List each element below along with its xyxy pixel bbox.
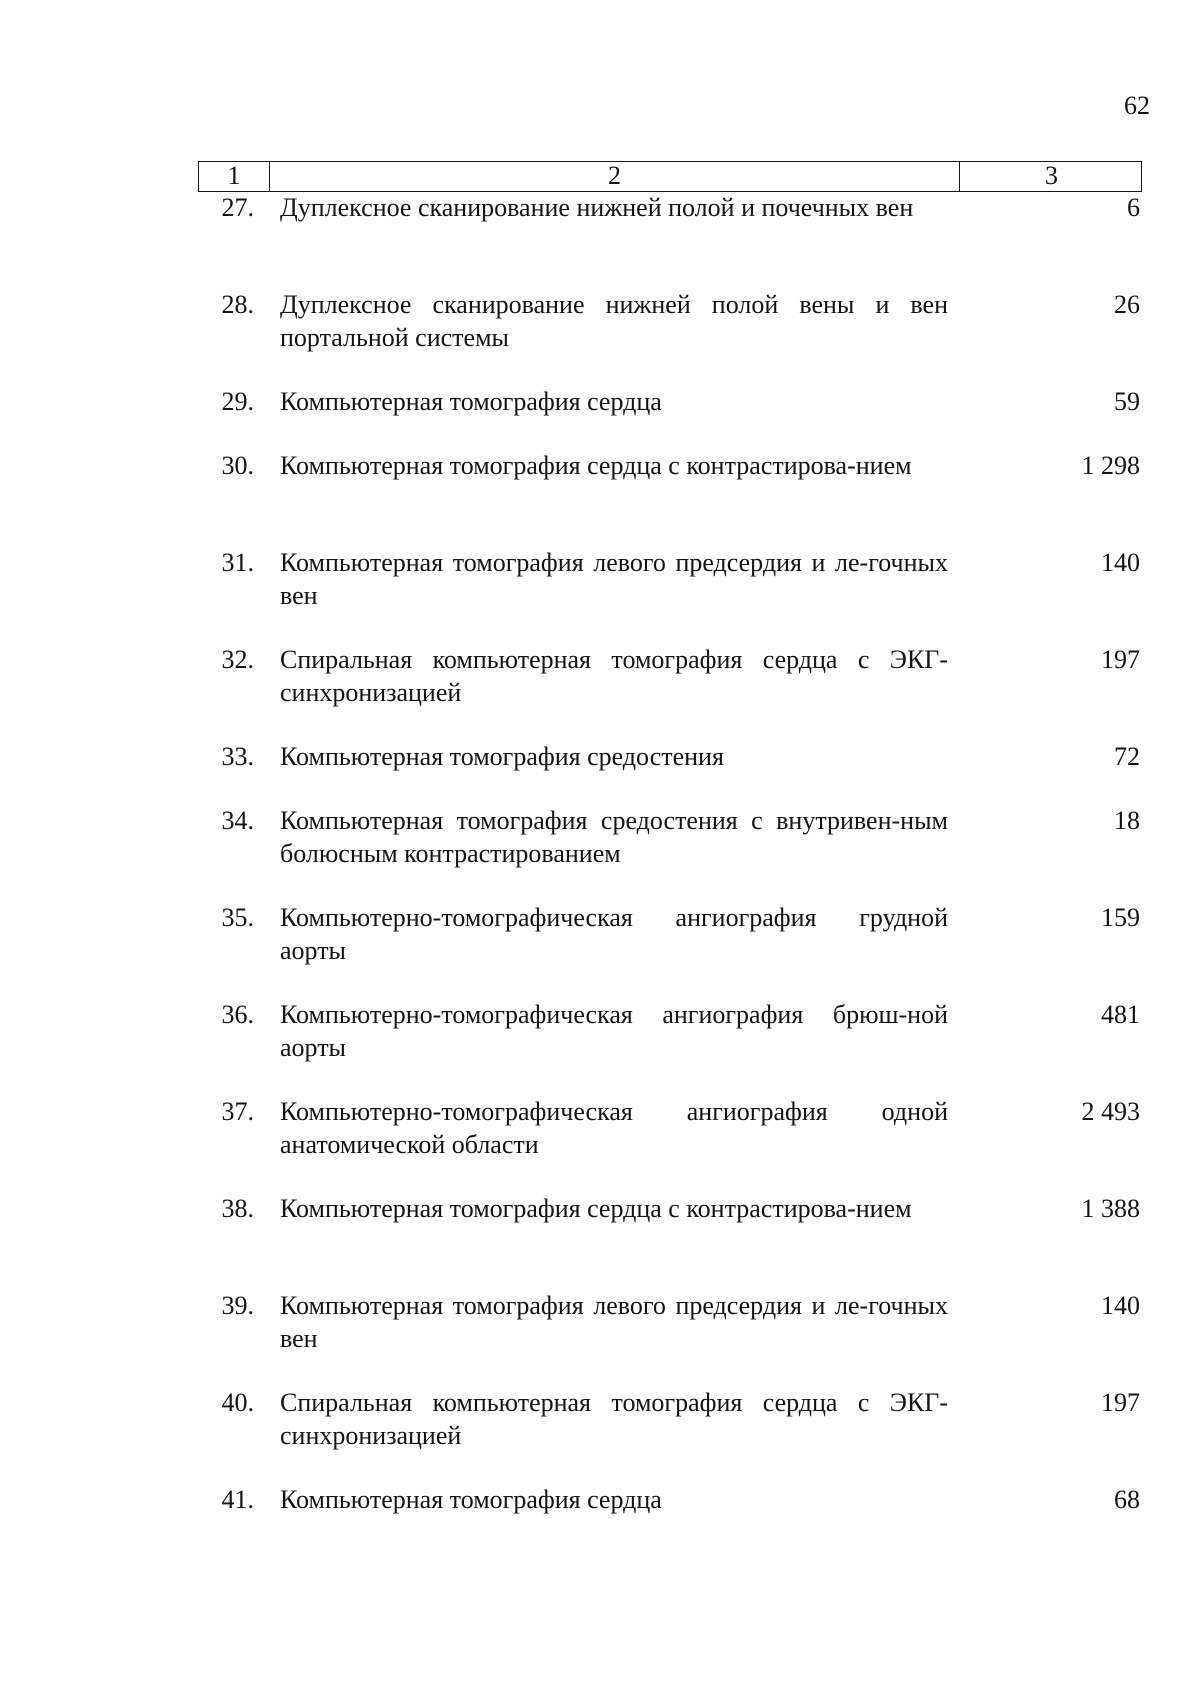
table-body	[198, 191, 1142, 1547]
row-value: 159	[1101, 903, 1140, 932]
row-description: Компьютерная томография сердца с контрастирова-нием	[280, 1194, 912, 1223]
row-value: 197	[1101, 1388, 1140, 1417]
row-value: 72	[1114, 742, 1140, 771]
table-row	[198, 288, 1142, 385]
row-value: 68	[1114, 1485, 1140, 1514]
row-value: 6	[1127, 193, 1140, 222]
table-row	[198, 804, 1142, 901]
row-description: Компьютерная томография сердца	[280, 387, 662, 416]
row-description: Дуплексное сканирование нижней полой и почечных вен	[280, 193, 914, 222]
row-value: 26	[1114, 290, 1140, 319]
page-number: 62	[1124, 91, 1150, 120]
table-row	[198, 998, 1142, 1095]
table-row	[198, 1289, 1142, 1386]
row-number: 40.	[221, 1388, 254, 1417]
row-number: 34.	[221, 806, 254, 835]
row-description: Компьютерная томография средостения	[280, 742, 724, 771]
row-description: Компьютерная томография средостения с внутривен-ным болюсным контрастированием	[280, 806, 948, 868]
row-number: 36.	[221, 1000, 254, 1029]
table-header-row	[198, 161, 1142, 192]
table-row	[198, 1192, 1142, 1289]
row-value: 18	[1114, 806, 1140, 835]
row-value: 140	[1101, 548, 1140, 577]
table-header-cell: 1	[227, 161, 241, 190]
row-value: 481	[1101, 1000, 1140, 1029]
row-description: Компьютерная томография левого предсердия и ле-гочных вен	[280, 1291, 948, 1353]
row-number: 28.	[221, 290, 254, 319]
table-row	[198, 191, 1142, 288]
table-row	[198, 546, 1142, 643]
row-description: Компьютерная томография левого предсердия и ле-гочных вен	[280, 548, 948, 610]
table-row	[198, 740, 1142, 804]
row-number: 38.	[221, 1194, 254, 1223]
row-value: 140	[1101, 1291, 1140, 1320]
table-row	[198, 1483, 1142, 1547]
table-row	[198, 643, 1142, 740]
row-value: 1 298	[1081, 451, 1140, 480]
table-row	[198, 385, 1142, 449]
table-row	[198, 449, 1142, 546]
row-number: 30.	[221, 451, 254, 480]
row-value: 59	[1114, 387, 1140, 416]
row-description: Компьютерная томография сердца с контрастирова-нием	[280, 451, 912, 480]
row-number: 29.	[221, 387, 254, 416]
row-number: 35.	[221, 903, 254, 932]
row-number: 41.	[221, 1485, 254, 1514]
row-value: 2 493	[1081, 1097, 1140, 1126]
table-row	[198, 901, 1142, 998]
row-description: Спиральная компьютерная томография сердца с ЭКГ-синхронизацией	[280, 645, 948, 707]
table-row	[198, 1095, 1142, 1192]
row-number: 32.	[221, 645, 254, 674]
row-description: Компьютерная томография сердца	[280, 1485, 662, 1514]
table-header-cell: 3	[959, 162, 1143, 191]
row-number: 37.	[221, 1097, 254, 1126]
table-row	[198, 1386, 1142, 1483]
row-number: 33.	[221, 742, 254, 771]
table-header-cell: 2	[269, 162, 959, 191]
row-value: 1 388	[1081, 1194, 1140, 1223]
row-description: Компьютерно-томографическая ангиография грудной аорты	[280, 903, 948, 965]
row-description: Спиральная компьютерная томография сердца с ЭКГ-синхронизацией	[280, 1388, 948, 1450]
row-description: Дуплексное сканирование нижней полой вены и вен портальной системы	[280, 290, 948, 352]
row-number: 27.	[221, 193, 254, 222]
row-value: 197	[1101, 645, 1140, 674]
row-description: Компьютерно-томографическая ангиография брюш-ной аорты	[280, 1000, 948, 1062]
row-description: Компьютерно-томографическая ангиография одной анатомической области	[280, 1097, 948, 1159]
row-number: 31.	[221, 548, 254, 577]
row-number: 39.	[221, 1291, 254, 1320]
